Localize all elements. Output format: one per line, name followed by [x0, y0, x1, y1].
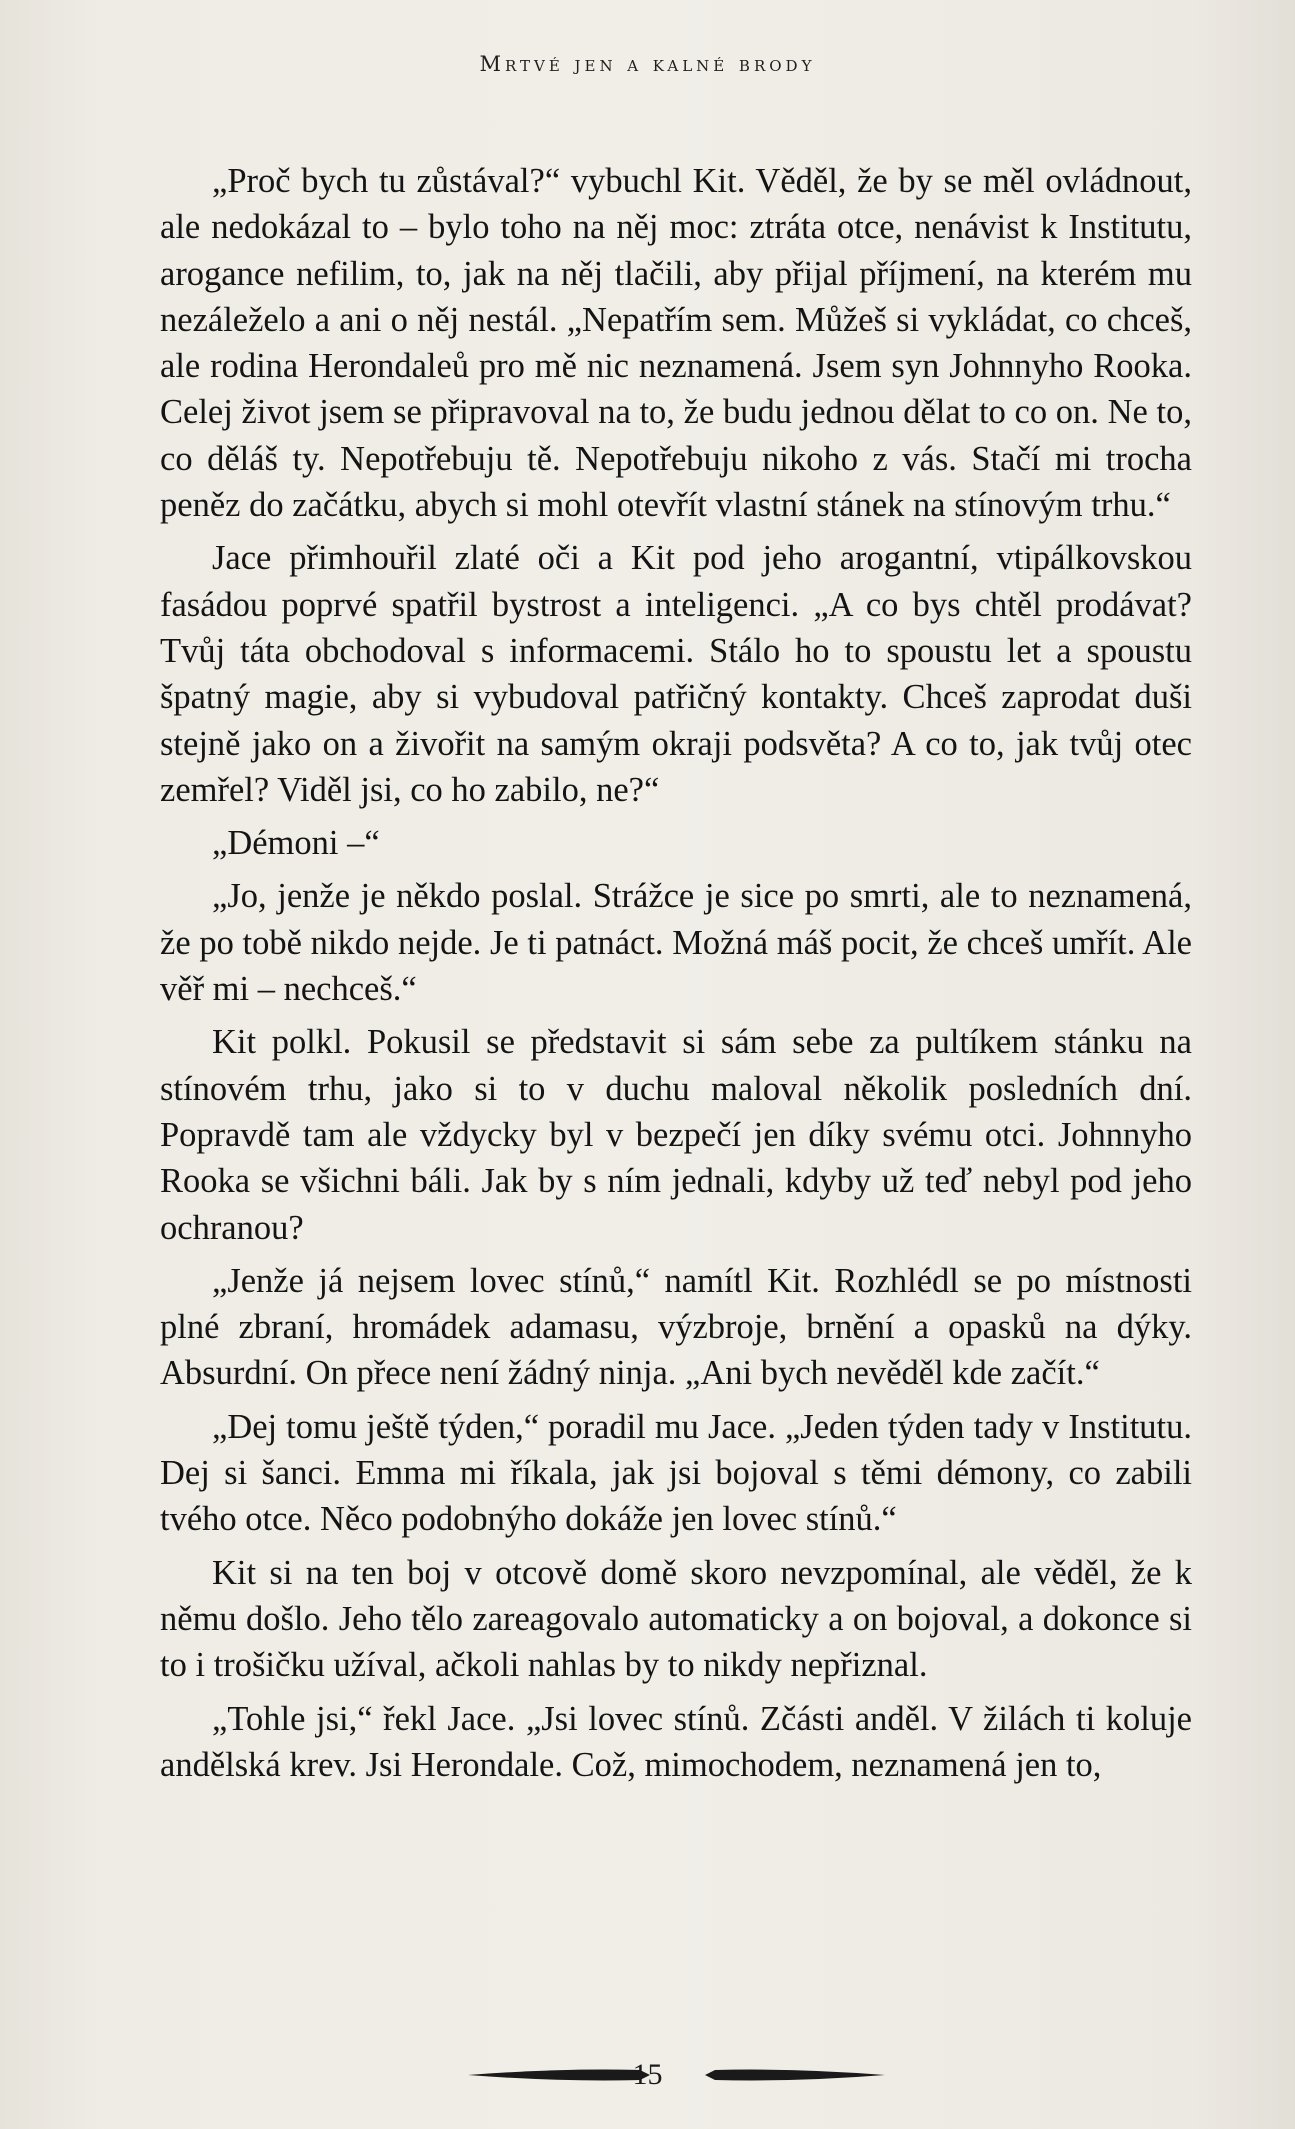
paragraph: Jace přimhouřil zlaté oči a Kit pod jeho arogantní, vtipálkovskou fasádou poprvé spatřil bystrost a inteligenci. „A co bys chtěl prodávat? Tvůj táta obchodoval s informacemi. Stálo ho to spoustu let a spoustu špatný magie, aby si vybudoval patřičný kontakty. Chceš zaprodat duši stejně jako on a živořit na samým okraji podsvěta? A co to, jak tvůj otec zemřel? Viděl jsi, co ho zabilo, ne?“	[160, 539, 1192, 809]
folio	[0, 2055, 1295, 2095]
paragraph: Kit si na ten boj v otcově domě skoro nevzpomínal, ale věděl, že k němu došlo. Jeho tělo zareagovalo automaticky a on bojoval, a dokonce si to i trošičku užíval, ačkoli nahlas by to nikdy nepřiznal.	[160, 1553, 1192, 1685]
paragraph: „Tohle jsi,“ řekl Jace. „Jsi lovec stínů. Zčásti anděl. V žilách ti koluje andělská krev. Jsi Herondale. Což, mimochodem, neznamená jen to,	[160, 1699, 1192, 1784]
body-text	[160, 158, 1192, 1795]
page-number: 15	[632, 2058, 663, 2091]
paragraph: Kit polkl. Pokusil se představit si sám sebe za pultíkem stánku na stínovém trhu, jako si to v duchu maloval několik posledních dní. Popravdě tam ale vždycky byl v bezpečí jen díky svému otci. Johnnyho Rooka se všichni báli. Jak by s ním jednali, kdyby už teď nebyl pod jeho ochranou?	[160, 1023, 1192, 1247]
running-head: Mrtvé jen a kalné brody	[479, 52, 816, 76]
paragraph: „Jo, jenže je někdo poslal. Strážce je sice po smrti, ale to neznamená, že po tobě nikdo nejde. Je ti patnáct. Možná máš pocit, že chceš umřít. Ale věř mi – nechceš.“	[160, 877, 1192, 1009]
paragraph: „Dej tomu ještě týden,“ poradil mu Jace. „Jeden týden tady v Institutu. Dej si šanci. Emma mi říkala, jak jsi bojoval s těmi démony, co zabili tvého otce. Něco podobnýho dokáže jen lovec stínů.“	[160, 1407, 1192, 1539]
paragraph: „Démoni –“	[212, 824, 380, 863]
paragraph: „Jenže já nejsem lovec stínů,“ namítl Kit. Rozhlédl se po místnosti plné zbraní, hromádek adamasu, výzbroje, brnění a opasků na dýky. Absurdní. On přece není žádný ninja. „Ani bych nevěděl kde začít.“	[160, 1261, 1192, 1393]
paragraph: „Proč bych tu zůstával?“ vybuchl Kit. Věděl, že by se měl ovládnout, ale nedokázal to – bylo toho na něj moc: ztráta otce, nenávist k Institutu, arogance nefilim, to, jak na něj tlačili, aby přijal příjmení, na kterém mu nezáleželo a ani o něj nestál. „Nepatřím sem. Můžeš si vykládat, co chceš, ale rodina Herondaleů pro mě nic neznamená. Jsem syn Johnnyho Rooka. Celej život jsem se připravoval na to, že budu jednou dělat to co on. Ne to, co děláš ty. Nepotřebuju tě. Nepotřebuju nikoho z vás. Stačí mi trocha peněz do začátku, abych si mohl otevřít vlastní stánek na stínovým trhu.“	[160, 162, 1192, 525]
